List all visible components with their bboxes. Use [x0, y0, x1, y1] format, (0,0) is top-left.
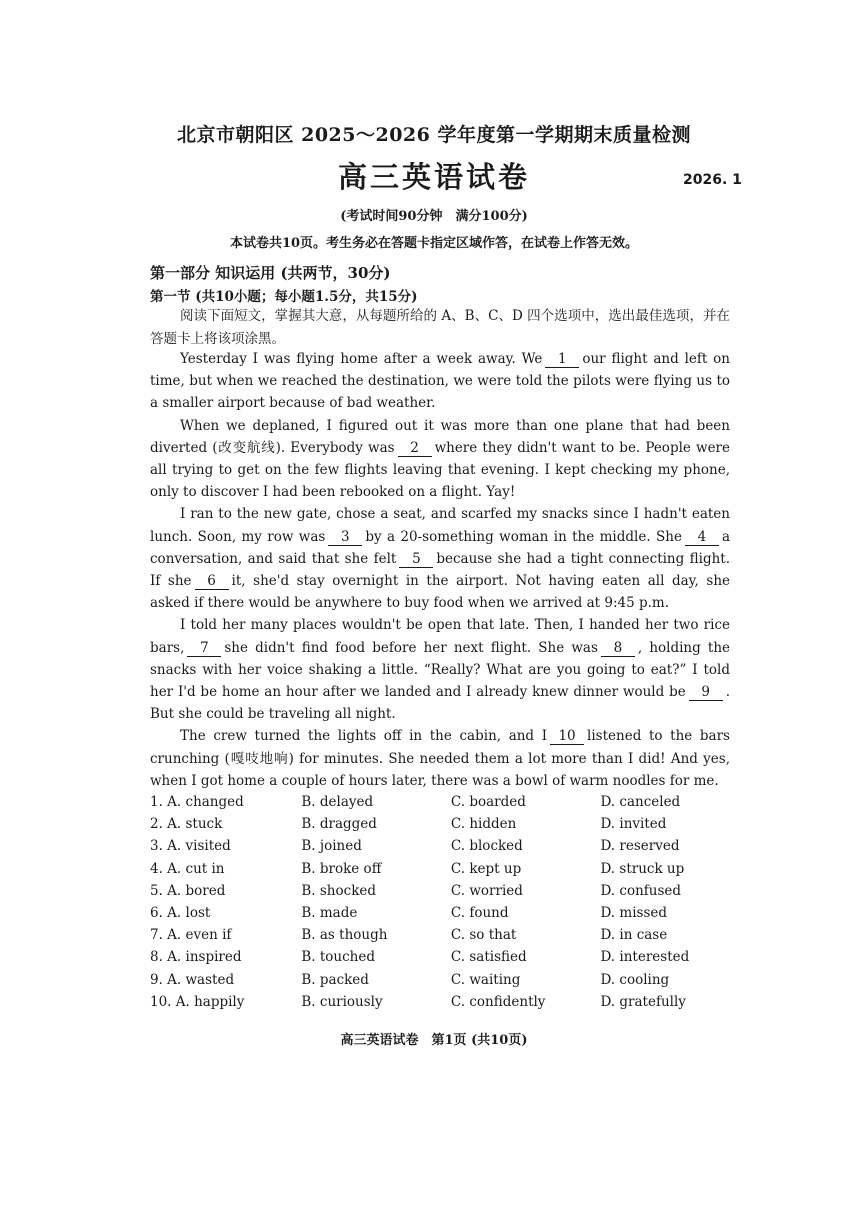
option-b: B. made: [301, 905, 358, 922]
blank-3: 3: [328, 530, 362, 546]
blank-7: 7: [187, 641, 221, 657]
option-b: B. delayed: [301, 794, 374, 811]
option-row: [150, 858, 750, 880]
exam-title-line1: 北京市朝阳区 2025～2026 学年度第一学期期末质量检测: [177, 124, 691, 146]
option-a: 6. A. lost: [150, 905, 211, 922]
passage-text: When we deplaned, I figured out it was more than one plane that had been diverted (改变航线). Everybody was: [150, 417, 730, 456]
option-d: D. canceled: [600, 794, 681, 811]
blank-6: 6: [195, 574, 229, 590]
option-c: C. satisfied: [450, 949, 527, 966]
option-b: B. shocked: [301, 882, 377, 899]
passage-text: I ran to the new gate, chose a seat, and scarfed my snacks since I hadn't eaten lunch. Soon, my row was: [150, 506, 730, 545]
exam-date: 2026. 1: [683, 172, 742, 188]
option-d: D. invited: [600, 816, 667, 833]
passage-text: Yesterday I was flying home after a week away. We: [180, 351, 543, 367]
option-b: B. dragged: [301, 816, 377, 833]
passage-paragraph: [150, 614, 730, 725]
option-d: D. interested: [600, 949, 690, 966]
exam-title-line2: 高三英语试卷: [337, 160, 530, 194]
option-a: 4. A. cut in: [150, 860, 225, 877]
option-c: C. waiting: [450, 971, 521, 988]
option-c: C. worried: [450, 882, 523, 899]
exam-instruction: 本试卷共10页。考生务必在答题卡指定区域作答，在试卷上作答无效。: [229, 236, 639, 251]
option-b: B. joined: [301, 838, 362, 855]
option-c: C. boarded: [450, 794, 526, 811]
option-row: [150, 969, 750, 991]
option-c: C. confidently: [450, 993, 546, 1010]
blank-1: 1: [545, 352, 579, 368]
option-c: C. hidden: [450, 816, 517, 833]
option-c: C. kept up: [450, 860, 522, 877]
passage-text: our flight and left on time, but when we reached the destination, we were told the pilots were flying us to a smaller airport because of bad weather.: [150, 351, 730, 412]
option-c: C. blocked: [450, 838, 523, 855]
option-a: 3. A. visited: [150, 838, 231, 855]
answer-options: [150, 791, 750, 1013]
passage-text: , holding the snacks with her voice shaking a little. “Really? What are you going to eat?” I told her I'd be home an hour after we landed and I already knew dinner would be: [150, 639, 731, 701]
passage-text: she didn't find food before her next flight. She was: [224, 639, 598, 656]
option-row: [150, 835, 750, 857]
section-directions: 阅读下面短文，掌握其大意，从每题所给的 A、B、C、D 四个选项中，选出最佳选项，并在答题卡上将该项涂黑。: [150, 308, 730, 347]
option-d: D. reserved: [600, 838, 680, 855]
passage-text: because she had a tight connecting flight. If she: [150, 550, 731, 590]
option-a: 9. A. wasted: [150, 971, 235, 988]
section-title: 第一节 (共10小题；每小题1.5分，共15分): [150, 289, 418, 305]
option-row: [150, 991, 750, 1013]
blank-8: 8: [601, 641, 635, 657]
passage-text: The crew turned the lights off in the cabin, and I: [180, 728, 548, 745]
passage-text: where they didn't want to be. People were all trying to get on the few flights leaving that evening. I kept checking my phone, only to discover I had been rebooked on a flight. Yay!: [150, 439, 730, 501]
option-d: D. in case: [600, 927, 668, 944]
cloze-passage: [150, 348, 730, 792]
part-title: 第一部分 知识运用 (共两节，30分): [150, 264, 391, 282]
blank-9: 9: [689, 685, 723, 701]
option-a: 8. A. inspired: [150, 949, 242, 966]
passage-paragraph: [150, 503, 730, 614]
blank-5: 5: [399, 552, 433, 568]
passage-text: I told her many places wouldn't be open that late. Then, I handed her two rice bars,: [150, 617, 730, 656]
option-a: 10. A. happily: [150, 993, 245, 1010]
option-b: B. touched: [301, 949, 376, 966]
blank-2: 2: [398, 441, 432, 457]
passage-text: it, she'd stay overnight in the airport. Not having eaten all day, she asked if there would be anywhere to buy food when we arrived at 9:45 p.m.: [150, 573, 730, 612]
option-d: D. cooling: [600, 971, 670, 988]
passage-text: listened to the bars crunching (嘎吱地响) for minutes. She needed them a lot more than I did! And yes, when I got home a couple of hours later, there was a bowl of warm noodles for me.: [150, 728, 730, 789]
blank-4: 4: [685, 530, 719, 546]
passage-text: . But she could be traveling all night.: [150, 684, 730, 723]
option-row: [150, 946, 750, 968]
option-row: [150, 880, 750, 902]
option-a: 2. A. stuck: [150, 816, 223, 833]
option-row: [150, 791, 750, 813]
option-row: [150, 924, 750, 946]
blank-10: 10: [550, 729, 584, 745]
passage-text: by a 20-something woman in the middle. She: [365, 528, 682, 545]
passage-text: a conversation, and said that she felt: [150, 528, 730, 567]
passage-paragraph: [150, 348, 730, 415]
option-c: C. so that: [450, 927, 517, 944]
page-footer: 高三英语试卷 第1页 (共10页): [340, 1033, 528, 1048]
option-a: 7. A. even if: [150, 927, 232, 944]
passage-paragraph: [150, 415, 730, 504]
exam-time-score: (考试时间90分钟 满分100分): [340, 209, 528, 224]
option-d: D. confused: [600, 882, 682, 899]
option-row: [150, 813, 750, 835]
option-row: [150, 902, 750, 924]
passage-paragraph: [150, 725, 730, 792]
option-b: B. curiously: [301, 993, 383, 1010]
option-d: D. struck up: [600, 860, 685, 877]
option-d: D. gratefully: [600, 993, 686, 1010]
option-a: 5. A. bored: [150, 882, 226, 899]
option-b: B. packed: [301, 971, 369, 988]
option-b: B. broke off: [301, 860, 382, 877]
option-c: C. found: [450, 905, 509, 922]
option-b: B. as though: [301, 927, 388, 944]
option-a: 1. A. changed: [150, 794, 244, 811]
option-d: D. missed: [600, 905, 667, 922]
